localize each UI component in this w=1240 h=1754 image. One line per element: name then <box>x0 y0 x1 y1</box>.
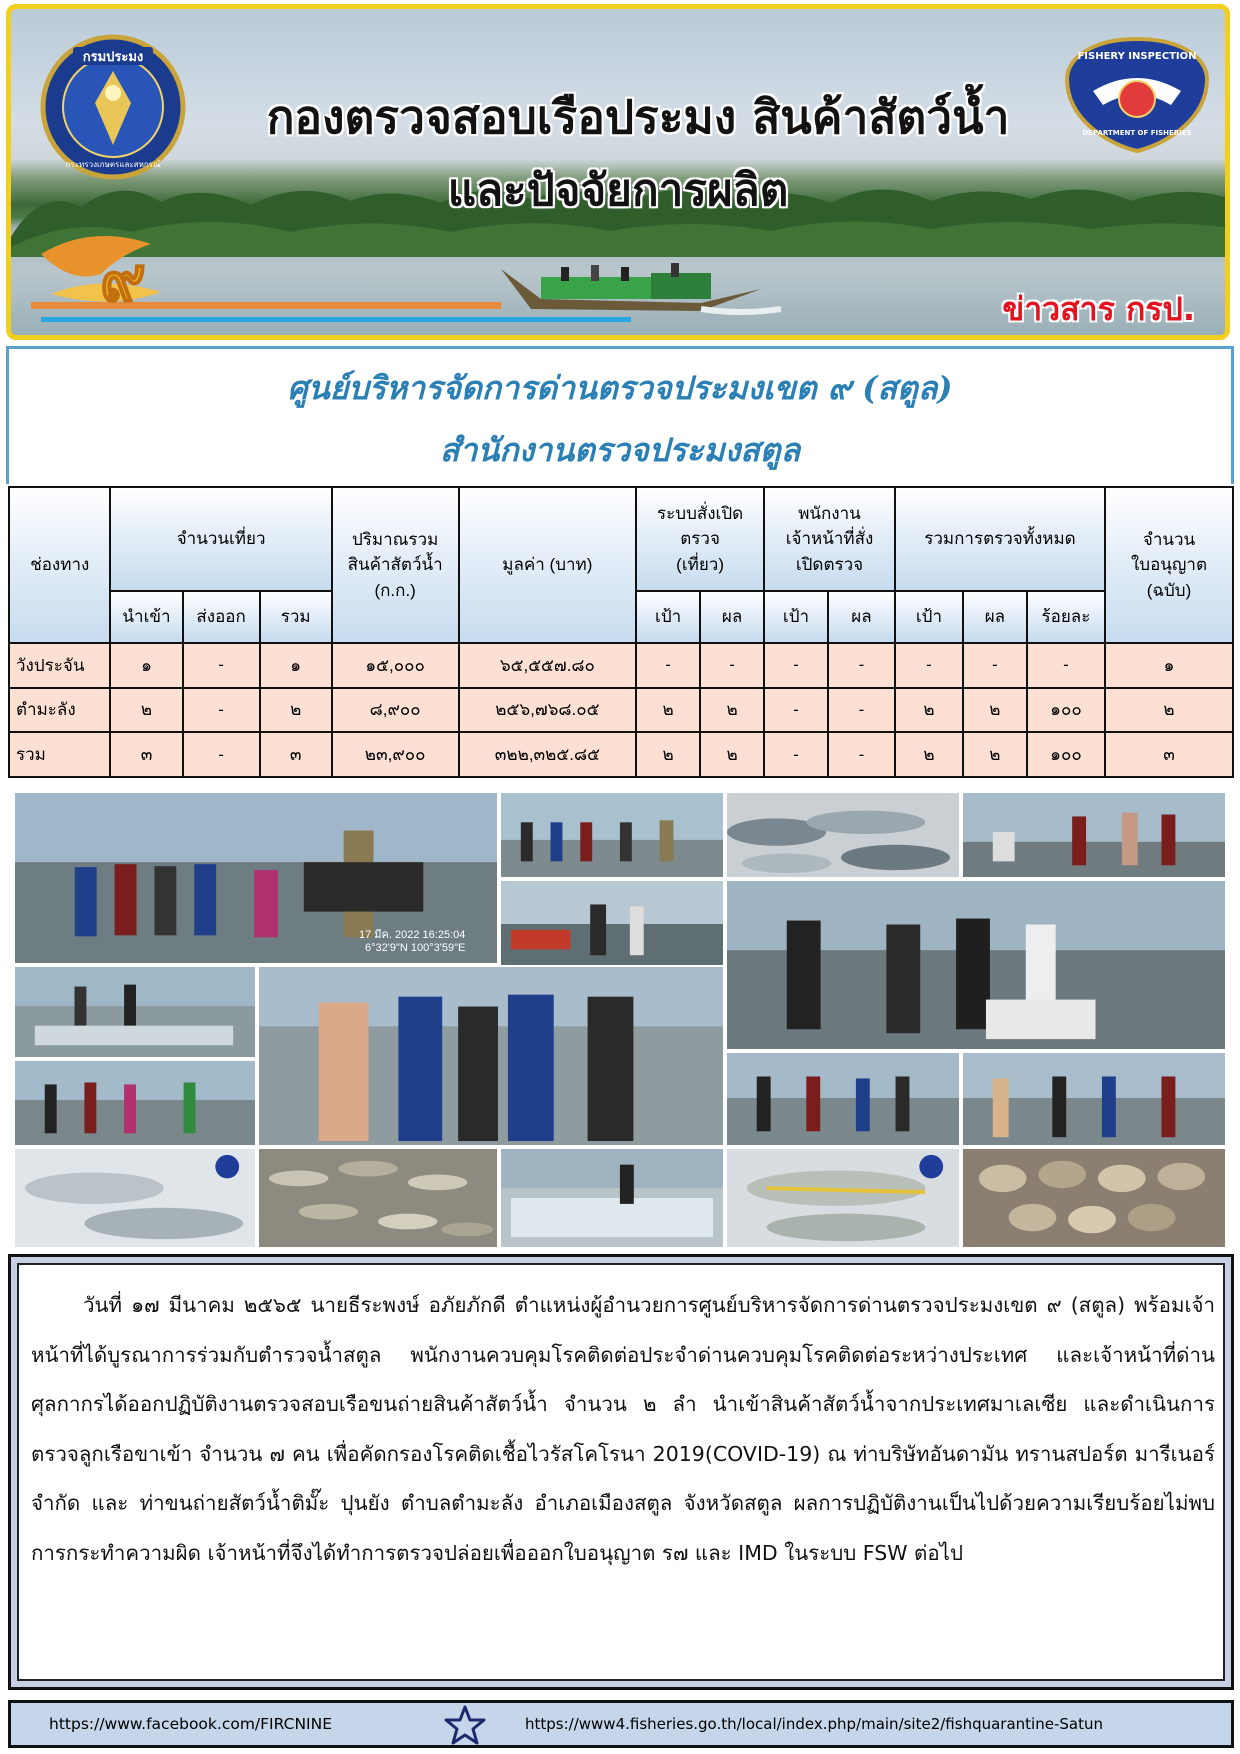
cell-sys-result: ๒ <box>700 688 764 733</box>
cell-out: - <box>183 643 260 688</box>
header-permits-l2: ใบอนุญาต <box>1131 555 1207 575</box>
cell-qty: ๒๓,๙๐๐ <box>332 732 459 777</box>
header-trips-out: ส่งออก <box>183 591 260 643</box>
header-quantity-l3: (ก.ก.) <box>374 580 416 600</box>
photo-fish-bulk <box>258 1148 498 1248</box>
cell-value: ๓๒๒,๓๒๕.๘๕ <box>459 732 637 777</box>
cell-percent: ๑๐๐ <box>1027 732 1105 777</box>
cell-value: ๒๕๖,๗๖๘.๐๕ <box>459 688 637 733</box>
description-text: วันที่ ๑๗ มีนาคม ๒๕๖๕ นายธีระพงษ์ อภัยภักดี ตำแหน่งผู้อำนวยการศูนย์บริหารจัดการด่านตรวจประมงเขต ๙ (สตูล) พร้อมเจ้าหน้าที่ได้บูรณาการร่วมกับตำรวจน้ำสตูล พนักงานควบคุมโรคติดต่อประจำด่านควบคุมโรคติดต่อระหว่างประเทศ และเจ้าหน้าที่ด่านศุลกากรได้ออกปฏิบัติงานตรวจสอบเรือขนถ่ายสินค้าสัตว์น้ำ จำนวน ๒ ลำ นำเข้าสินค้าสัตว์น้ำจากประเทศมาเลเซีย และดำเนินการตรวจลูกเรือขาเข้า จำนวน ๗ คน เพื่อคัดกรองโรคติดเชื้อไวรัสโคโรนา 2019(COVID-19) ณ ท่าบริษัทอันดามัน ทรานสปอร์ต มารีเนอร์ จำกัด และ ท่าขนถ่ายสัตว์น้ำติมั๊ะ ปุนยัง ตำบลตำมะลัง อำเภอเมืองสตูล จังหวัดสตูล ผลการปฏิบัติงานเป็นไปด้วยความเรียบร้อยไม่พบการกระทำความผิด เจ้าหน้าที่จึงได้ทำการตรวจปล่อยเพื่อออกใบอนุญาต ร๗ และ IMD ในระบบ FSW ต่อไป <box>31 1293 1215 1565</box>
cell-sys-target: ๒ <box>636 688 700 733</box>
cell-total: ๒ <box>260 688 332 733</box>
photo-cargo-sacks <box>500 1148 724 1248</box>
photo-boat-deck <box>14 966 256 1058</box>
blue-stripe <box>41 317 631 322</box>
table-row <box>9 643 1233 688</box>
header-quantity-l2: สินค้าสัตว์น้ำ <box>347 555 443 575</box>
header-staff <box>764 487 895 591</box>
header-system-target: เป้า <box>636 591 700 643</box>
header-system <box>636 487 764 591</box>
cell-channel: วังประจัน <box>9 643 110 688</box>
cell-all-target: ๒ <box>895 732 963 777</box>
cell-staff-result: - <box>828 643 895 688</box>
region-nine-emblem-icon <box>31 214 171 314</box>
cell-percent: ๑๐๐ <box>1027 688 1105 733</box>
office-header <box>6 346 1234 484</box>
cell-sys-target: - <box>636 643 700 688</box>
header-banner <box>6 4 1230 340</box>
photo-yellow-fish <box>726 1148 960 1248</box>
cell-staff-target: - <box>764 643 828 688</box>
cell-in: ๒ <box>110 688 182 733</box>
cell-percent: - <box>1027 643 1105 688</box>
banner-title-line2: และปัจจัยการผลิต <box>447 165 789 216</box>
timestamp-line2: 6°32'9"N 100°3'59"E <box>365 941 466 954</box>
cell-staff-target: - <box>764 688 828 733</box>
cell-in: ๓ <box>110 732 182 777</box>
cell-value: ๖๕,๕๕๗.๘๐ <box>459 643 637 688</box>
header-all-result: ผล <box>963 591 1027 643</box>
center-name: ศูนย์บริหารจัดการด่านตรวจประมงเขต ๙ (สตูล) <box>287 369 953 407</box>
seal-title-text: กรมประมง <box>82 50 144 65</box>
header-staff-l3: เปิดตรวจ <box>795 554 864 574</box>
photo-pier-team <box>14 792 498 964</box>
header-channel: ช่องทาง <box>9 487 110 643</box>
description-frame <box>8 1254 1234 1690</box>
photo-clams <box>962 1148 1226 1248</box>
cell-permits: ๑ <box>1105 643 1233 688</box>
office-name: สำนักงานตรวจประมงสตูล <box>439 431 801 469</box>
photo-group-road <box>500 792 724 878</box>
cell-sys-target: ๒ <box>636 732 700 777</box>
cell-sys-result: ๒ <box>700 732 764 777</box>
photo-boat-inspection <box>500 880 724 966</box>
header-staff-l2: เจ้าหน้าที่สั่ง <box>785 529 874 549</box>
cell-permits: ๒ <box>1105 688 1233 733</box>
header-all-percent: ร้อยละ <box>1027 591 1105 643</box>
cell-staff-result: - <box>828 688 895 733</box>
photo-document-check <box>258 966 724 1146</box>
cell-channel: รวม <box>9 732 110 777</box>
header-all-target: เป้า <box>895 591 963 643</box>
header-staff-l1: พนักงาน <box>798 503 861 523</box>
website-link[interactable]: https://www4.fisheries.go.th/local/index.php/main/site2/fishquarantine-Satun <box>525 1715 1103 1733</box>
header-permits <box>1105 487 1233 643</box>
cell-out: - <box>183 688 260 733</box>
photo-pier-group <box>14 1060 256 1146</box>
timestamp-line1: 17 มีค. 2022 16:25:04 <box>359 929 466 941</box>
cell-all-result: ๒ <box>963 732 1027 777</box>
photo-fish-pile <box>726 792 960 878</box>
header-trips-total: รวม <box>260 591 332 643</box>
seal-subtitle-text: กระทรวงเกษตรและสหกรณ์ <box>65 160 161 169</box>
header-staff-result: ผล <box>828 591 895 643</box>
cell-out: - <box>183 732 260 777</box>
cell-in: ๑ <box>110 643 182 688</box>
header-permits-l3: (ฉบับ) <box>1146 580 1192 600</box>
photo-timestamp <box>359 929 465 954</box>
header-trips-in: นำเข้า <box>110 591 182 643</box>
header-system-l3: (เที่ยว) <box>676 554 725 574</box>
cell-channel: ตำมะลัง <box>9 688 110 733</box>
inspection-stats-table <box>8 486 1234 778</box>
cell-permits: ๓ <box>1105 732 1233 777</box>
badge-top-text: FISHERY INSPECTION <box>1077 51 1197 62</box>
header-total-inspection: รวมการตรวจทั้งหมด <box>895 487 1105 591</box>
cell-staff-target: - <box>764 732 828 777</box>
photo-collage <box>14 792 1226 1248</box>
facebook-link[interactable]: https://www.facebook.com/FIRCNINE <box>49 1715 333 1733</box>
table-row <box>9 688 1233 733</box>
header-value: มูลค่า (บาท) <box>459 487 637 643</box>
photo-crew-line <box>726 1052 960 1146</box>
cell-all-target: - <box>895 643 963 688</box>
photo-dock-people <box>962 792 1226 878</box>
photo-officers-fish <box>726 880 1226 1050</box>
header-system-l1: ระบบสั่งเปิด <box>657 503 744 523</box>
banner-title-line1: กองตรวจสอบเรือประมง สินค้าสัตว์น้ำ <box>266 90 1010 144</box>
news-label: ข่าวสาร กรป. <box>1002 290 1195 328</box>
cell-total: ๓ <box>260 732 332 777</box>
photo-inspection-team <box>962 1052 1226 1146</box>
cell-all-target: ๒ <box>895 688 963 733</box>
header-trips: จำนวนเที่ยว <box>110 487 331 591</box>
table-row-total <box>9 732 1233 777</box>
header-staff-target: เป้า <box>764 591 828 643</box>
header-system-result: ผล <box>700 591 764 643</box>
cell-all-result: ๒ <box>963 688 1027 733</box>
cell-total: ๑ <box>260 643 332 688</box>
cell-qty: ๘,๙๐๐ <box>332 688 459 733</box>
header-quantity <box>332 487 459 643</box>
badge-bottom-text: DEPARTMENT OF FISHERIES <box>1082 129 1192 137</box>
footer <box>8 1700 1234 1748</box>
description-panel <box>17 1263 1225 1681</box>
cell-sys-result: - <box>700 643 764 688</box>
cell-staff-result: - <box>828 732 895 777</box>
cell-all-result: - <box>963 643 1027 688</box>
emblem-numeral: ๙ <box>100 242 146 314</box>
header-system-l2: ตรวจ <box>680 529 720 549</box>
cell-qty: ๑๕,๐๐๐ <box>332 643 459 688</box>
header-quantity-l1: ปริมาณรวม <box>351 529 439 549</box>
star-icon <box>441 1705 489 1745</box>
boat-image <box>501 259 781 319</box>
photo-fish-ice <box>14 1148 256 1248</box>
header-permits-l1: จำนวน <box>1142 529 1196 549</box>
